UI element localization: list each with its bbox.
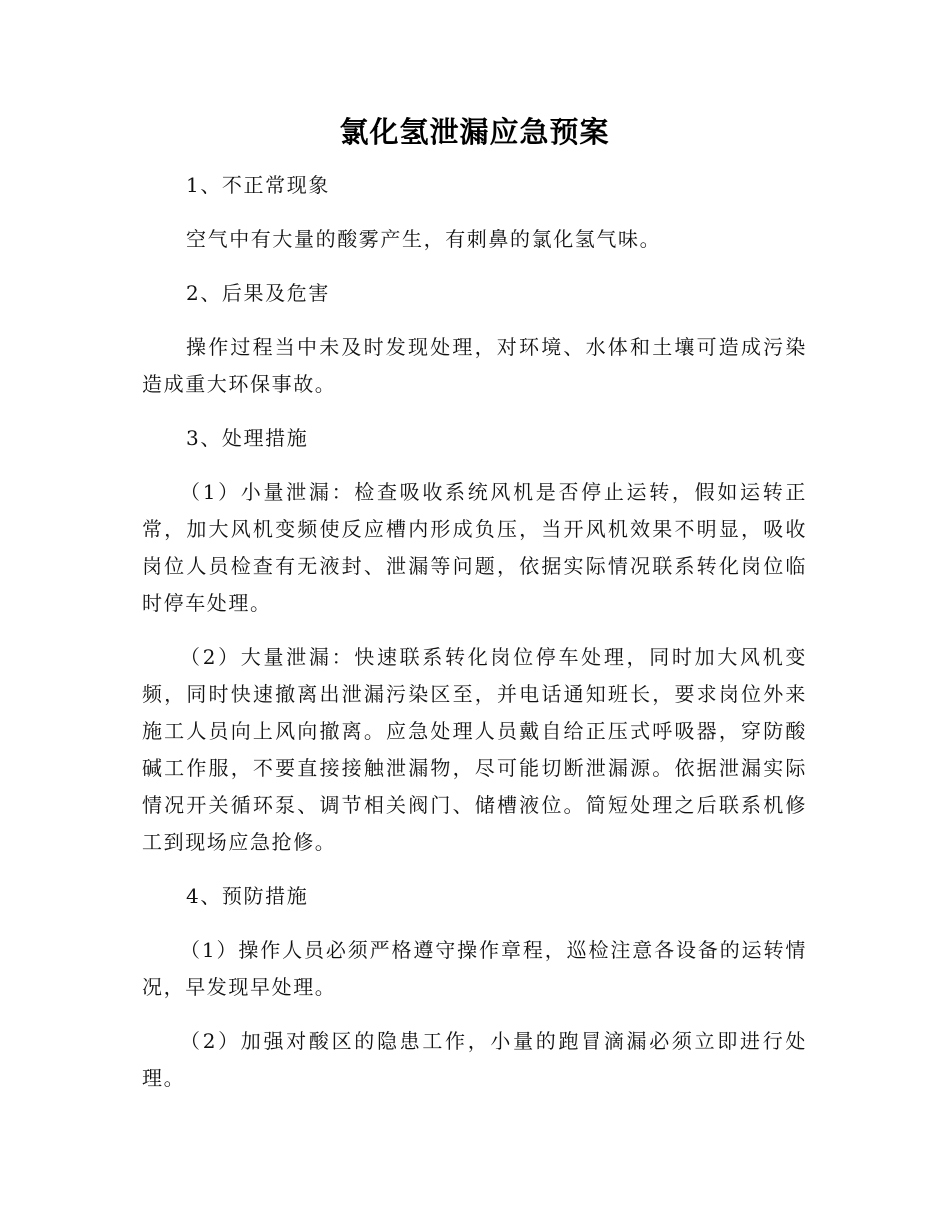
section-heading-consequences: 2、后果及危害 [186, 281, 330, 305]
paragraph-prevention-2: （2）加强对酸区的隐患工作，小量的跑冒滴漏必须立即进行处理。 [142, 1029, 807, 1090]
paragraph-large-leak: （2）大量泄漏：快速联系转化岗位停车处理，同时加大风机变频，同时快速撤离出泄漏污染区至，并电话通知班长，要求岗位外来施工人员向上风向撤离。应急处理人员戴自给正压式呼吸器，穿防酸碱工作服，不要直接接触泄漏物，尽可能切断泄漏源。依据泄漏实际情况开关循环泵、调节相关阀门、储槽液位。简短处理之后联系机修工到现场应急抢修。 [142, 645, 807, 854]
document-body [142, 110, 807, 1114]
page-title: 氯化氢泄漏应急预案 [339, 115, 610, 149]
section-heading-measures: 3、处理措施 [186, 426, 309, 450]
paragraph-small-leak: （1）小量泄漏：检查吸收系统风机是否停止运转，假如运转正常，加大风机变频使反应槽内形成负压，当开风机效果不明显，吸收岗位人员检查有无液封、泄漏等问题，依据实际情况联系转化岗位临时停车处理。 [142, 480, 807, 615]
section-heading-prevention: 4、预防措施 [186, 884, 309, 908]
paragraph-abnormal-description: 空气中有大量的酸雾产生，有刺鼻的氯化氢气味。 [186, 227, 662, 251]
paragraph-prevention-1: （1）操作人员必须严格遵守操作章程，巡检注意各设备的运转情况，早发现早处理。 [142, 938, 807, 999]
paragraph-consequences: 操作过程当中未及时发现处理，对环境、水体和土壤可造成污染造成重大环保事故。 [142, 335, 807, 396]
section-heading-abnormal: 1、不正常现象 [186, 173, 330, 197]
